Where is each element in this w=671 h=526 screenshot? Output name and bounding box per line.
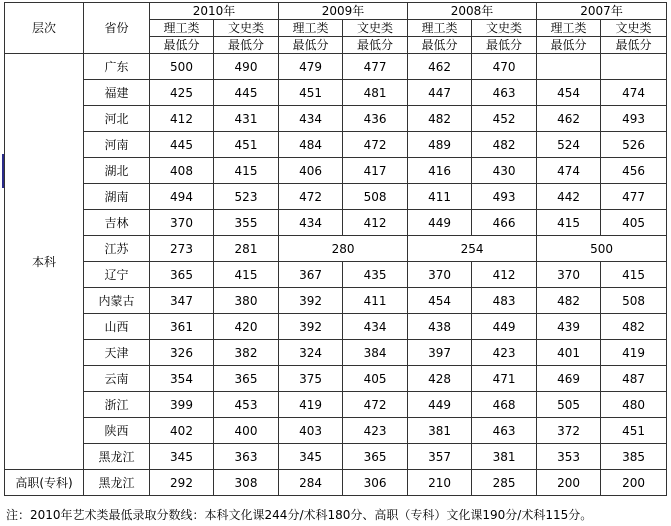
score-cell: 405 bbox=[601, 210, 667, 236]
score-cell: 434 bbox=[279, 210, 343, 236]
score-cell: 435 bbox=[343, 262, 408, 288]
province-cell: 山西 bbox=[84, 314, 150, 340]
score-cell: 463 bbox=[472, 80, 537, 106]
score-cell: 474 bbox=[537, 158, 601, 184]
score-cell: 284 bbox=[279, 470, 343, 496]
province-cell: 黑龙江 bbox=[84, 444, 150, 470]
header-year-2009: 2009年 bbox=[279, 3, 408, 20]
score-cell: 381 bbox=[472, 444, 537, 470]
score-cell: 306 bbox=[343, 470, 408, 496]
score-cell: 436 bbox=[343, 106, 408, 132]
score-cell: 405 bbox=[343, 366, 408, 392]
score-cell: 480 bbox=[601, 392, 667, 418]
score-cell: 447 bbox=[408, 80, 472, 106]
header-min-score: 最低分 bbox=[537, 37, 601, 54]
score-cell: 411 bbox=[408, 184, 472, 210]
header-year-2008: 2008年 bbox=[408, 3, 537, 20]
score-cell: 365 bbox=[214, 366, 279, 392]
score-cell: 430 bbox=[472, 158, 537, 184]
score-cell: 442 bbox=[537, 184, 601, 210]
header-min-score: 最低分 bbox=[343, 37, 408, 54]
score-cell: 493 bbox=[601, 106, 667, 132]
score-cell: 367 bbox=[279, 262, 343, 288]
score-cell: 451 bbox=[214, 132, 279, 158]
header-arts: 文史类 bbox=[601, 20, 667, 37]
table-row bbox=[5, 80, 667, 106]
score-cell: 481 bbox=[343, 80, 408, 106]
score-cell: 523 bbox=[214, 184, 279, 210]
score-cell: 412 bbox=[472, 262, 537, 288]
score-cell: 365 bbox=[150, 262, 214, 288]
score-cell: 308 bbox=[214, 470, 279, 496]
level-cell: 高职(专科) bbox=[5, 470, 84, 496]
score-cell: 438 bbox=[408, 314, 472, 340]
score-cell: 470 bbox=[472, 54, 537, 80]
header-min-score: 最低分 bbox=[601, 37, 667, 54]
score-cell: 370 bbox=[537, 262, 601, 288]
header-science: 理工类 bbox=[279, 20, 343, 37]
score-cell: 500 bbox=[537, 236, 667, 262]
score-cell: 392 bbox=[279, 288, 343, 314]
score-cell: 402 bbox=[150, 418, 214, 444]
table-row bbox=[5, 340, 667, 366]
header-level: 层次 bbox=[5, 3, 84, 54]
table-row bbox=[5, 184, 667, 210]
score-cell: 416 bbox=[408, 158, 472, 184]
province-cell: 浙江 bbox=[84, 392, 150, 418]
score-cell: 397 bbox=[408, 340, 472, 366]
score-cell: 273 bbox=[150, 236, 214, 262]
header-science: 理工类 bbox=[537, 20, 601, 37]
table-row bbox=[5, 54, 667, 80]
province-cell: 天津 bbox=[84, 340, 150, 366]
header-province: 省份 bbox=[84, 3, 150, 54]
score-cell: 365 bbox=[343, 444, 408, 470]
score-cell: 324 bbox=[279, 340, 343, 366]
score-cell: 411 bbox=[343, 288, 408, 314]
score-cell: 326 bbox=[150, 340, 214, 366]
score-cell: 449 bbox=[472, 314, 537, 340]
table-row bbox=[5, 288, 667, 314]
score-cell: 353 bbox=[537, 444, 601, 470]
score-cell: 384 bbox=[343, 340, 408, 366]
score-cell: 500 bbox=[150, 54, 214, 80]
score-cell: 347 bbox=[150, 288, 214, 314]
score-cell: 453 bbox=[214, 392, 279, 418]
table-row bbox=[5, 470, 667, 496]
score-cell: 200 bbox=[601, 470, 667, 496]
province-cell: 吉林 bbox=[84, 210, 150, 236]
table-row bbox=[5, 262, 667, 288]
score-cell: 408 bbox=[150, 158, 214, 184]
table-row bbox=[5, 158, 667, 184]
score-cell: 508 bbox=[343, 184, 408, 210]
score-cell: 445 bbox=[150, 132, 214, 158]
score-cell: 403 bbox=[279, 418, 343, 444]
table-row bbox=[5, 444, 667, 470]
score-cell: 489 bbox=[408, 132, 472, 158]
score-cell: 445 bbox=[214, 80, 279, 106]
score-cell: 451 bbox=[601, 418, 667, 444]
score-cell: 345 bbox=[150, 444, 214, 470]
score-cell: 469 bbox=[537, 366, 601, 392]
score-cell: 434 bbox=[343, 314, 408, 340]
score-cell: 451 bbox=[279, 80, 343, 106]
score-cell: 471 bbox=[472, 366, 537, 392]
score-cell: 420 bbox=[214, 314, 279, 340]
score-cell: 412 bbox=[150, 106, 214, 132]
score-cell: 482 bbox=[472, 132, 537, 158]
score-cell: 280 bbox=[279, 236, 408, 262]
score-cell: 281 bbox=[214, 236, 279, 262]
score-cell: 474 bbox=[601, 80, 667, 106]
score-cell: 439 bbox=[537, 314, 601, 340]
province-cell: 河北 bbox=[84, 106, 150, 132]
score-cell: 526 bbox=[601, 132, 667, 158]
score-cell: 370 bbox=[408, 262, 472, 288]
score-cell: 482 bbox=[537, 288, 601, 314]
score-cell: 423 bbox=[343, 418, 408, 444]
score-cell: 372 bbox=[537, 418, 601, 444]
header-arts: 文史类 bbox=[214, 20, 279, 37]
score-cell: 210 bbox=[408, 470, 472, 496]
province-cell: 湖北 bbox=[84, 158, 150, 184]
score-cell: 406 bbox=[279, 158, 343, 184]
header-year-2007: 2007年 bbox=[537, 3, 667, 20]
score-cell: 400 bbox=[214, 418, 279, 444]
score-cell: 419 bbox=[601, 340, 667, 366]
province-cell: 湖南 bbox=[84, 184, 150, 210]
header-science: 理工类 bbox=[408, 20, 472, 37]
table-body bbox=[5, 54, 667, 496]
score-cell: 477 bbox=[343, 54, 408, 80]
score-cell: 285 bbox=[472, 470, 537, 496]
score-cell: 200 bbox=[537, 470, 601, 496]
score-cell: 292 bbox=[150, 470, 214, 496]
score-cell: 385 bbox=[601, 444, 667, 470]
score-cell: 434 bbox=[279, 106, 343, 132]
score-cell: 399 bbox=[150, 392, 214, 418]
score-cell: 462 bbox=[408, 54, 472, 80]
score-cell: 508 bbox=[601, 288, 667, 314]
province-cell: 辽宁 bbox=[84, 262, 150, 288]
table-row bbox=[5, 366, 667, 392]
header-min-score: 最低分 bbox=[150, 37, 214, 54]
footnote: 注：2010年艺术类最低录取分数线：本科文化课244分/术科180分、高职（专科）文化课190分/术科115分。 bbox=[6, 508, 593, 522]
score-cell: 392 bbox=[279, 314, 343, 340]
table-row bbox=[5, 314, 667, 340]
score-cell: 477 bbox=[601, 184, 667, 210]
score-cell: 419 bbox=[279, 392, 343, 418]
score-cell: 375 bbox=[279, 366, 343, 392]
score-cell: 425 bbox=[150, 80, 214, 106]
score-cell: 472 bbox=[279, 184, 343, 210]
score-cell: 415 bbox=[214, 262, 279, 288]
score-cell: 382 bbox=[214, 340, 279, 366]
province-cell: 广东 bbox=[84, 54, 150, 80]
score-cell: 415 bbox=[214, 158, 279, 184]
province-cell: 河南 bbox=[84, 132, 150, 158]
score-cell: 466 bbox=[472, 210, 537, 236]
province-cell: 云南 bbox=[84, 366, 150, 392]
score-cell: 381 bbox=[408, 418, 472, 444]
score-cell: 357 bbox=[408, 444, 472, 470]
header-arts: 文史类 bbox=[343, 20, 408, 37]
score-cell: 505 bbox=[537, 392, 601, 418]
score-cell: 415 bbox=[537, 210, 601, 236]
score-cell: 479 bbox=[279, 54, 343, 80]
score-cell: 354 bbox=[150, 366, 214, 392]
table-row bbox=[5, 392, 667, 418]
score-cell: 494 bbox=[150, 184, 214, 210]
score-cell: 452 bbox=[472, 106, 537, 132]
score-cell bbox=[537, 54, 601, 80]
score-cell: 417 bbox=[343, 158, 408, 184]
score-cell: 472 bbox=[343, 132, 408, 158]
province-cell: 黑龙江 bbox=[84, 470, 150, 496]
score-cell: 454 bbox=[537, 80, 601, 106]
score-cell: 361 bbox=[150, 314, 214, 340]
score-cell: 449 bbox=[408, 210, 472, 236]
score-cell: 482 bbox=[601, 314, 667, 340]
table-row bbox=[5, 418, 667, 444]
header-min-score: 最低分 bbox=[472, 37, 537, 54]
score-cell: 493 bbox=[472, 184, 537, 210]
score-cell: 456 bbox=[601, 158, 667, 184]
score-cell: 463 bbox=[472, 418, 537, 444]
score-cell: 412 bbox=[343, 210, 408, 236]
score-cell: 355 bbox=[214, 210, 279, 236]
province-cell: 内蒙古 bbox=[84, 288, 150, 314]
score-cell: 254 bbox=[408, 236, 537, 262]
header-min-score: 最低分 bbox=[279, 37, 343, 54]
table-row bbox=[5, 236, 667, 262]
score-cell: 472 bbox=[343, 392, 408, 418]
score-cell bbox=[601, 54, 667, 80]
score-cell: 415 bbox=[601, 262, 667, 288]
table-row bbox=[5, 132, 667, 158]
province-cell: 江苏 bbox=[84, 236, 150, 262]
score-cell: 401 bbox=[537, 340, 601, 366]
score-cell: 468 bbox=[472, 392, 537, 418]
score-cell: 524 bbox=[537, 132, 601, 158]
score-cell: 363 bbox=[214, 444, 279, 470]
score-cell: 483 bbox=[472, 288, 537, 314]
score-cell: 487 bbox=[601, 366, 667, 392]
score-cell: 370 bbox=[150, 210, 214, 236]
score-cell: 484 bbox=[279, 132, 343, 158]
score-cell: 462 bbox=[537, 106, 601, 132]
header-min-score: 最低分 bbox=[408, 37, 472, 54]
level-cell: 本科 bbox=[5, 54, 84, 470]
score-cell: 490 bbox=[214, 54, 279, 80]
header-year-2010: 2010年 bbox=[150, 3, 279, 20]
score-cell: 482 bbox=[408, 106, 472, 132]
province-cell: 福建 bbox=[84, 80, 150, 106]
score-cell: 428 bbox=[408, 366, 472, 392]
admission-score-table bbox=[4, 2, 667, 496]
table-row bbox=[5, 210, 667, 236]
score-cell: 380 bbox=[214, 288, 279, 314]
score-cell: 449 bbox=[408, 392, 472, 418]
header-science: 理工类 bbox=[150, 20, 214, 37]
header-min-score: 最低分 bbox=[214, 37, 279, 54]
score-cell: 454 bbox=[408, 288, 472, 314]
score-cell: 345 bbox=[279, 444, 343, 470]
header-arts: 文史类 bbox=[472, 20, 537, 37]
score-cell: 423 bbox=[472, 340, 537, 366]
table-row bbox=[5, 106, 667, 132]
score-cell: 431 bbox=[214, 106, 279, 132]
province-cell: 陕西 bbox=[84, 418, 150, 444]
